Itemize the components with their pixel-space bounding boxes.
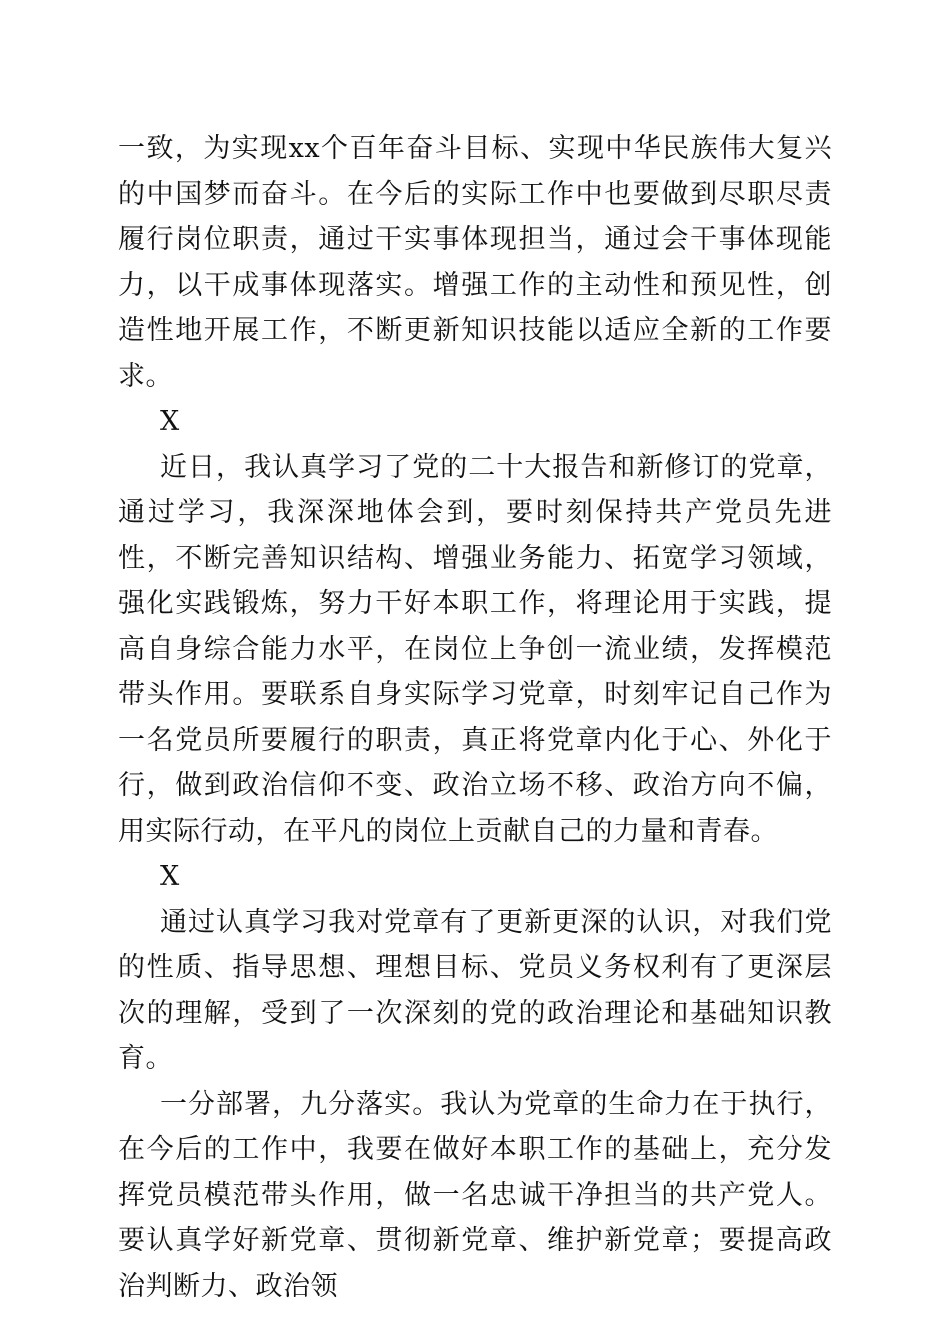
document-body <box>118 126 832 1309</box>
paragraph: 通过认真学习我对党章有了更新更深的认识，对我们党的性质、指导思想、理想目标、党员义务权利有了更深层次的理解，受到了一次深刻的党的政治理论和基础知识教育。 <box>118 906 832 1074</box>
paragraph: 一致，为实现xx个百年奋斗目标、实现中华民族伟大复兴的中国梦而奋斗。在今后的实际工作中也要做到尽职尽责履行岗位职责，通过干实事体现担当，通过会干事体现能力，以干成事体现落实。增强工作的主动性和预见性，创造性地开展工作，不断更新知识技能以适应全新的工作要求。 <box>118 133 832 392</box>
paragraph: X <box>160 861 180 892</box>
paragraph: 一分部署，九分落实。我认为党章的生命力在于执行，在今后的工作中，我要在做好本职工作的基础上，充分发挥党员模范带头作用，做一名忠诚干净担当的共产党人。要认真学好新党章、贯彻新党章、维护新党章；要提高政治判断力、政治领 <box>118 1088 832 1302</box>
paragraph: X <box>160 406 180 437</box>
paragraph: 近日，我认真学习了党的二十大报告和新修订的党章，通过学习，我深深地体会到，要时刻保持共产党员先进性，不断完善知识结构、增强业务能力、拓宽学习领域，强化实践锻炼，努力干好本职工作，将理论用于实践，提高自身综合能力水平，在岗位上争创一流业绩，发挥模范带头作用。要联系自身实际学习党章，时刻牢记自己作为一名党员所要履行的职责，真正将党章内化于心、外化于行，做到政治信仰不变、政治立场不移、政治方向不偏，用实际行动，在平凡的岗位上贡献自己的力量和青春。 <box>118 451 832 847</box>
